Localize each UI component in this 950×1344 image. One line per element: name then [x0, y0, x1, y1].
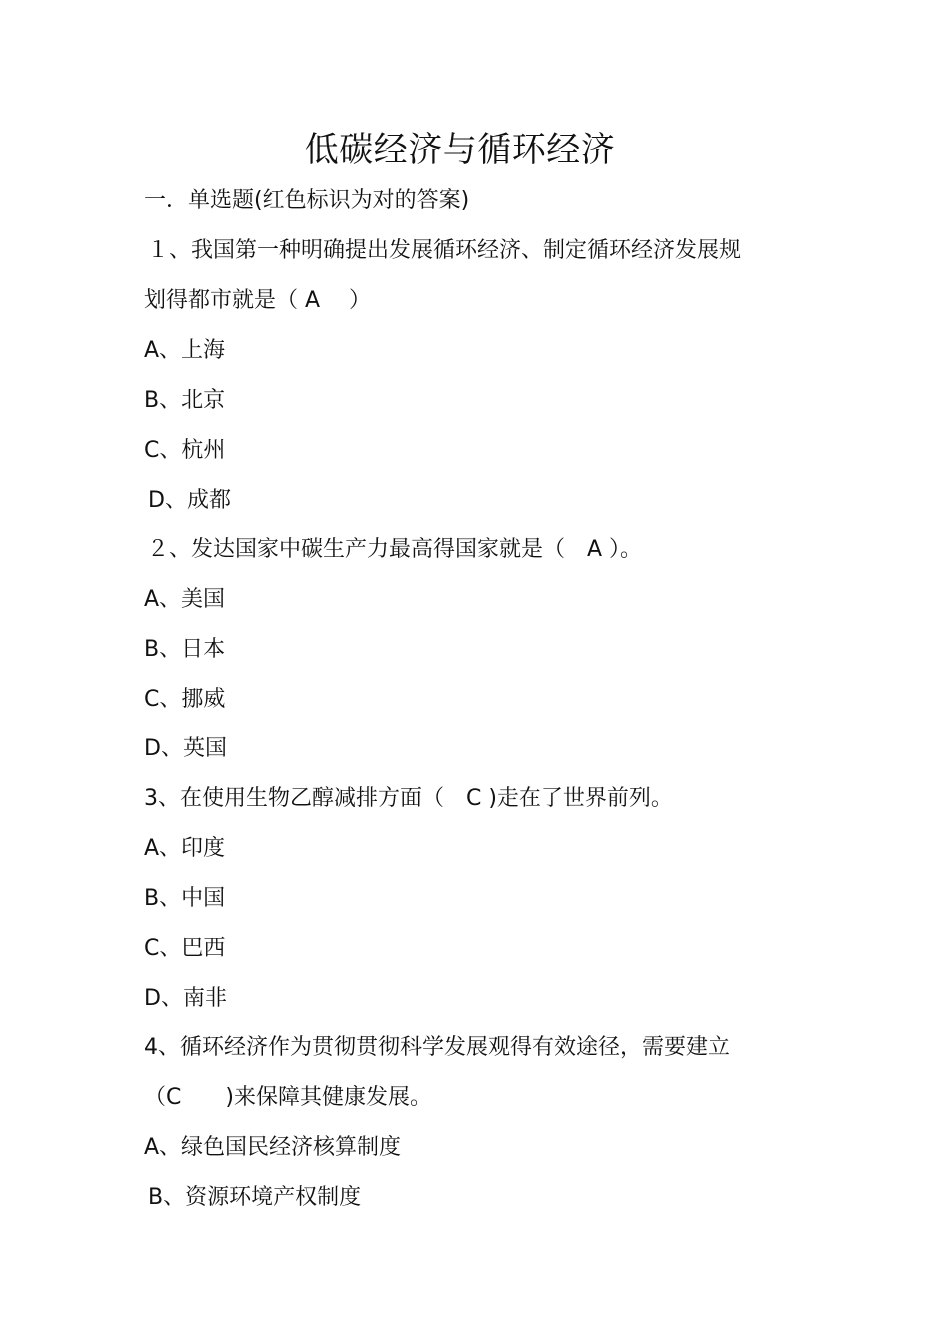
question-3-option-b: B、中国 [144, 886, 226, 911]
question-1-option-b: B、北京 [144, 388, 226, 413]
question-2-option-b: B、日本 [144, 637, 226, 662]
question-1-stem-line-2: 划得都市就是（ A ） [144, 288, 372, 313]
question-1-option-c: C、杭州 [144, 438, 226, 463]
question-2-stem: ２、发达国家中碳生产力最高得国家就是（ A ）。 [147, 537, 643, 562]
question-4-option-b: B、资源环境产权制度 [148, 1185, 362, 1210]
question-1-stem-line-1: １、我国第一种明确提出发展循环经济、制定循环经济发展规 [147, 238, 742, 263]
question-4-stem-line-2: （C )来保障其健康发展。 [144, 1085, 432, 1110]
question-3-option-a: A、印度 [144, 836, 226, 861]
question-2-option-a: A、美国 [144, 587, 226, 612]
question-1-option-a: A、上海 [144, 338, 226, 363]
question-3-option-c: C、巴西 [144, 936, 226, 961]
question-3-option-d: D、南非 [144, 986, 227, 1011]
question-2-option-c: C、挪威 [144, 687, 226, 712]
question-2-option-d: D、英国 [144, 736, 227, 761]
question-4-stem-line-1: 4、循环经济作为贯彻贯彻科学发展观得有效途径，需要建立 [144, 1035, 730, 1060]
question-1-option-d: D、成都 [148, 488, 231, 513]
section-heading: 一．单选题(红色标识为对的答案) [144, 188, 470, 213]
question-3-stem: 3、在使用生物乙醇减排方面（ C )走在了世界前列。 [144, 786, 673, 811]
question-4-option-a: A、绿色国民经济核算制度 [144, 1135, 402, 1160]
document-title: 低碳经济与循环经济 [304, 130, 616, 170]
